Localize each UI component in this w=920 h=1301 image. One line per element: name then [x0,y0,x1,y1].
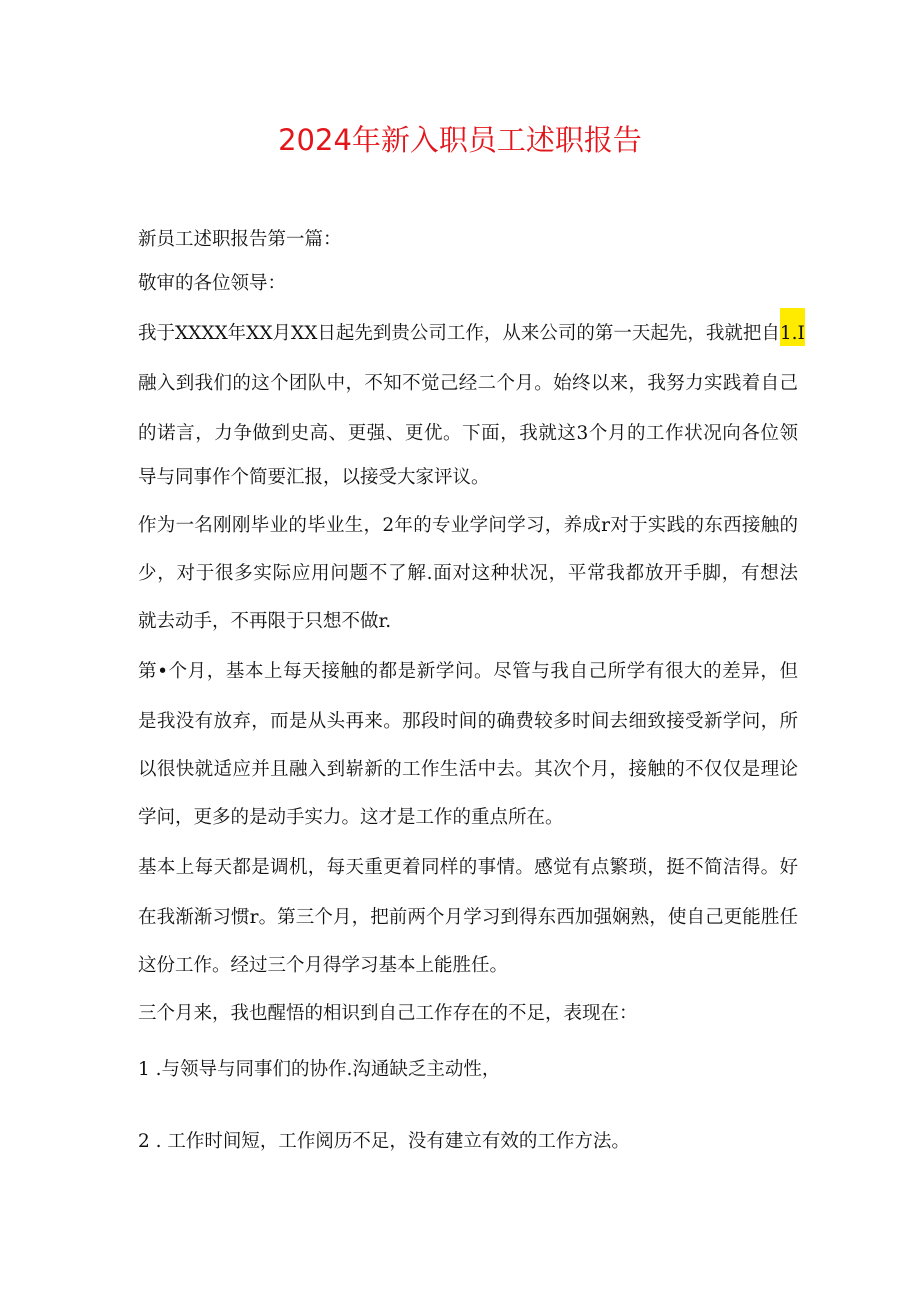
highlighted-text: 1.I [780,308,805,346]
paragraph-line: 的诺言，力争做到史高、更强、更优。下面，我就这3个月的工作状况向各位领 [138,423,798,444]
paragraph-line [138,322,805,346]
list-item: 1 .与领导与同事们的协作.沟通缺乏主动性， [138,1059,501,1080]
paragraph-line-text: 我于XXXX年XX月XX日起先到贵公司工作，从来公司的第一天起先，我就把自 [138,323,780,344]
paragraph-line: 敬审的各位领导： [138,273,287,294]
paragraph-line: 是我没有放弃，而是从头再来。那段时间的确费较多时间去细致接受新学问，所 [138,711,798,732]
paragraph-line: 在我渐渐习惯r。第三个月，把前两个月学习到得东西加强娴熟，使自己更能胜任 [138,907,798,928]
paragraph-line: 导与同事作个简要汇报，以接受大家评议。 [138,467,490,488]
paragraph-line: 学问，更多的是动手实力。这才是工作的重点所在。 [138,807,564,828]
paragraph-line: 这份工作。经过三个月得学习基本上能胜任。 [138,955,509,976]
paragraph-line: 以很快就适应并且融入到崭新的工作生活中去。其次个月，接触的不仅仅是理论 [138,759,798,780]
paragraph-line: 新员工述职报告第一篇： [138,229,342,250]
paragraph-line: 基本上每天都是调机，每天重更着同样的事情。感觉有点繁琐，挺不简洁得。好 [138,857,798,878]
list-item: 2 . 工作时间短，工作阅历不足，没有建立有效的工作方法。 [138,1131,630,1152]
paragraph-line: 融入到我们的这个团队中，不知不觉己经二个月。始终以来，我努力实践着自己 [138,373,798,394]
paragraph-line: 作为一名刚刚毕业的毕业生，2年的专业学问学习，养成r对于实践的东西接触的 [138,515,798,536]
paragraph-line: 三个月来，我也醒悟的相识到自己工作存在的不足，表现在： [138,1003,638,1024]
paragraph-line: 就去动手，不再限于只想不做r. [138,611,392,632]
paragraph-line: 少，对于很多实际应用问题不了解.面对这种状况，平常我都放开手脚，有想法 [138,563,798,584]
document-title: 2024年新入职员工述职报告 [278,123,642,157]
paragraph-line: 第•个月，基本上每天接触的都是新学问。尽管与我自己所学有很大的差异，但 [138,661,798,682]
